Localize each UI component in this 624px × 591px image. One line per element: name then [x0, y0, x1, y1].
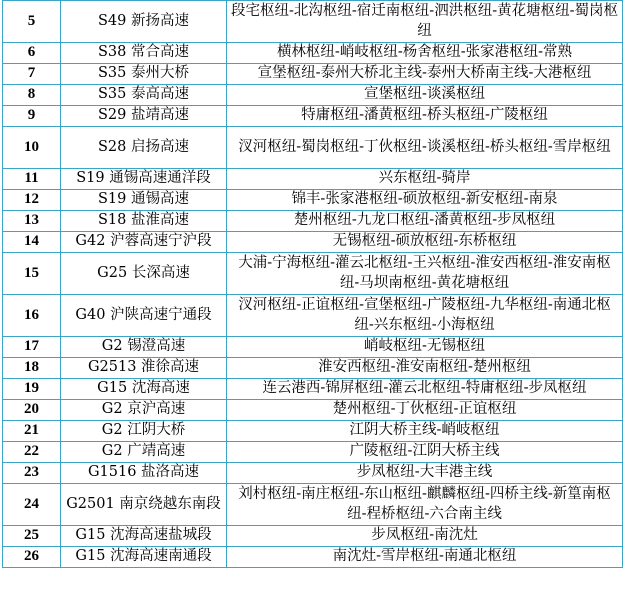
- row-number: 25: [3, 526, 61, 547]
- table-row: [3, 358, 623, 379]
- table-row: [3, 547, 623, 568]
- route-hubs: 宣堡枢纽-泰州大桥北主线-泰州大桥南主线-大港枢纽: [227, 64, 623, 85]
- table-row: [3, 190, 623, 211]
- route-hubs: 宣堡枢纽-谈溪枢纽: [227, 85, 623, 106]
- highway-name: G15 沈海高速: [61, 379, 227, 400]
- highway-name: G2 锡澄高速: [61, 337, 227, 358]
- row-number: 18: [3, 358, 61, 379]
- row-number: 26: [3, 547, 61, 568]
- route-hubs: 淮安西枢纽-淮安南枢纽-楚州枢纽: [227, 358, 623, 379]
- row-number: 24: [3, 484, 61, 526]
- route-hubs: 楚州枢纽-丁伙枢纽-正谊枢纽: [227, 400, 623, 421]
- table-row: [3, 85, 623, 106]
- row-number: 22: [3, 442, 61, 463]
- table-row: [3, 400, 623, 421]
- highway-name: S19 通锡高速通洋段: [61, 169, 227, 190]
- highway-name: G25 长深高速: [61, 253, 227, 295]
- highway-name: G2 京沪高速: [61, 400, 227, 421]
- highway-name: G2501 南京绕越东南段: [61, 484, 227, 526]
- table-row: [3, 253, 623, 295]
- highway-name: S35 泰州大桥: [61, 64, 227, 85]
- table-row: [3, 106, 623, 127]
- row-number: 9: [3, 106, 61, 127]
- highway-name: S19 通锡高速: [61, 190, 227, 211]
- row-number: 23: [3, 463, 61, 484]
- route-hubs: 步凤枢纽-大丰港主线: [227, 463, 623, 484]
- route-hubs: 汊河枢纽-正谊枢纽-宣堡枢纽-广陵枢纽-九华枢纽-南通北枢纽-兴东枢纽-小海枢纽: [227, 295, 623, 337]
- table-row: [3, 337, 623, 358]
- row-number: 6: [3, 43, 61, 64]
- table-row: [3, 127, 623, 169]
- row-number: 14: [3, 232, 61, 253]
- route-hubs: 无锡枢纽-硕放枢纽-东桥枢纽: [227, 232, 623, 253]
- route-hubs: 峭岐枢纽-无锡枢纽: [227, 337, 623, 358]
- route-hubs: 段宅枢纽-北沟枢纽-宿迁南枢纽-泗洪枢纽-黄花塘枢纽-蜀岗枢纽: [227, 1, 623, 43]
- highway-name: S18 盐淮高速: [61, 211, 227, 232]
- route-hubs: 大浦-宁海枢纽-灌云北枢纽-王兴枢纽-淮安西枢纽-淮安南枢纽-马坝南枢纽-黄花塘枢纽: [227, 253, 623, 295]
- highway-name: G40 沪陕高速宁通段: [61, 295, 227, 337]
- table-row: [3, 421, 623, 442]
- route-hubs: 刘村枢纽-南庄枢纽-东山枢纽-麒麟枢纽-四桥主线-新篁南枢纽-程桥枢纽-六合南主线: [227, 484, 623, 526]
- table-row: [3, 442, 623, 463]
- route-hubs: 江阴大桥主线-峭岐枢纽: [227, 421, 623, 442]
- table-row: [3, 379, 623, 400]
- table-row: [3, 43, 623, 64]
- highway-name: S35 泰高高速: [61, 85, 227, 106]
- highway-name: G42 沪蓉高速宁沪段: [61, 232, 227, 253]
- row-number: 10: [3, 127, 61, 169]
- table-row: [3, 64, 623, 85]
- table-row: [3, 484, 623, 526]
- route-hubs: 步凤枢纽-南沈灶: [227, 526, 623, 547]
- route-hubs: 兴东枢纽-骑岸: [227, 169, 623, 190]
- row-number: 11: [3, 169, 61, 190]
- highway-name: G2 广靖高速: [61, 442, 227, 463]
- table-row: [3, 169, 623, 190]
- table-row: [3, 232, 623, 253]
- row-number: 13: [3, 211, 61, 232]
- row-number: 12: [3, 190, 61, 211]
- row-number: 16: [3, 295, 61, 337]
- row-number: 15: [3, 253, 61, 295]
- highway-name: S28 启扬高速: [61, 127, 227, 169]
- table-row: [3, 295, 623, 337]
- route-hubs: 锦丰-张家港枢纽-硕放枢纽-新安枢纽-南泉: [227, 190, 623, 211]
- table-row: [3, 1, 623, 43]
- toll-route-table: [2, 0, 623, 568]
- highway-name: S29 盐靖高速: [61, 106, 227, 127]
- row-number: 20: [3, 400, 61, 421]
- table-row: [3, 463, 623, 484]
- highway-name: G15 沈海高速盐城段: [61, 526, 227, 547]
- row-number: 7: [3, 64, 61, 85]
- highway-name: G2 江阴大桥: [61, 421, 227, 442]
- row-number: 19: [3, 379, 61, 400]
- route-hubs: 连云港西-锦屏枢纽-灌云北枢纽-特庸枢纽-步凤枢纽: [227, 379, 623, 400]
- route-hubs: 南沈灶-雪岸枢纽-南通北枢纽: [227, 547, 623, 568]
- highway-name: G1516 盐洛高速: [61, 463, 227, 484]
- highway-name: S49 新扬高速: [61, 1, 227, 43]
- route-hubs: 楚州枢纽-九龙口枢纽-潘黄枢纽-步凤枢纽: [227, 211, 623, 232]
- row-number: 8: [3, 85, 61, 106]
- route-hubs: 广陵枢纽-江阴大桥主线: [227, 442, 623, 463]
- row-number: 17: [3, 337, 61, 358]
- route-hubs: 特庸枢纽-潘黄枢纽-桥头枢纽-广陵枢纽: [227, 106, 623, 127]
- route-hubs: 汊河枢纽-蜀岗枢纽-丁伙枢纽-谈溪枢纽-桥头枢纽-雪岸枢纽: [227, 127, 623, 169]
- highway-name: S38 常合高速: [61, 43, 227, 64]
- table-row: [3, 526, 623, 547]
- table-body: [3, 1, 623, 568]
- highway-name: G2513 淮徐高速: [61, 358, 227, 379]
- highway-name: G15 沈海高速南通段: [61, 547, 227, 568]
- route-hubs: 横林枢纽-峭岐枢纽-杨舍枢纽-张家港枢纽-常熟: [227, 43, 623, 64]
- row-number: 5: [3, 1, 61, 43]
- table-row: [3, 211, 623, 232]
- row-number: 21: [3, 421, 61, 442]
